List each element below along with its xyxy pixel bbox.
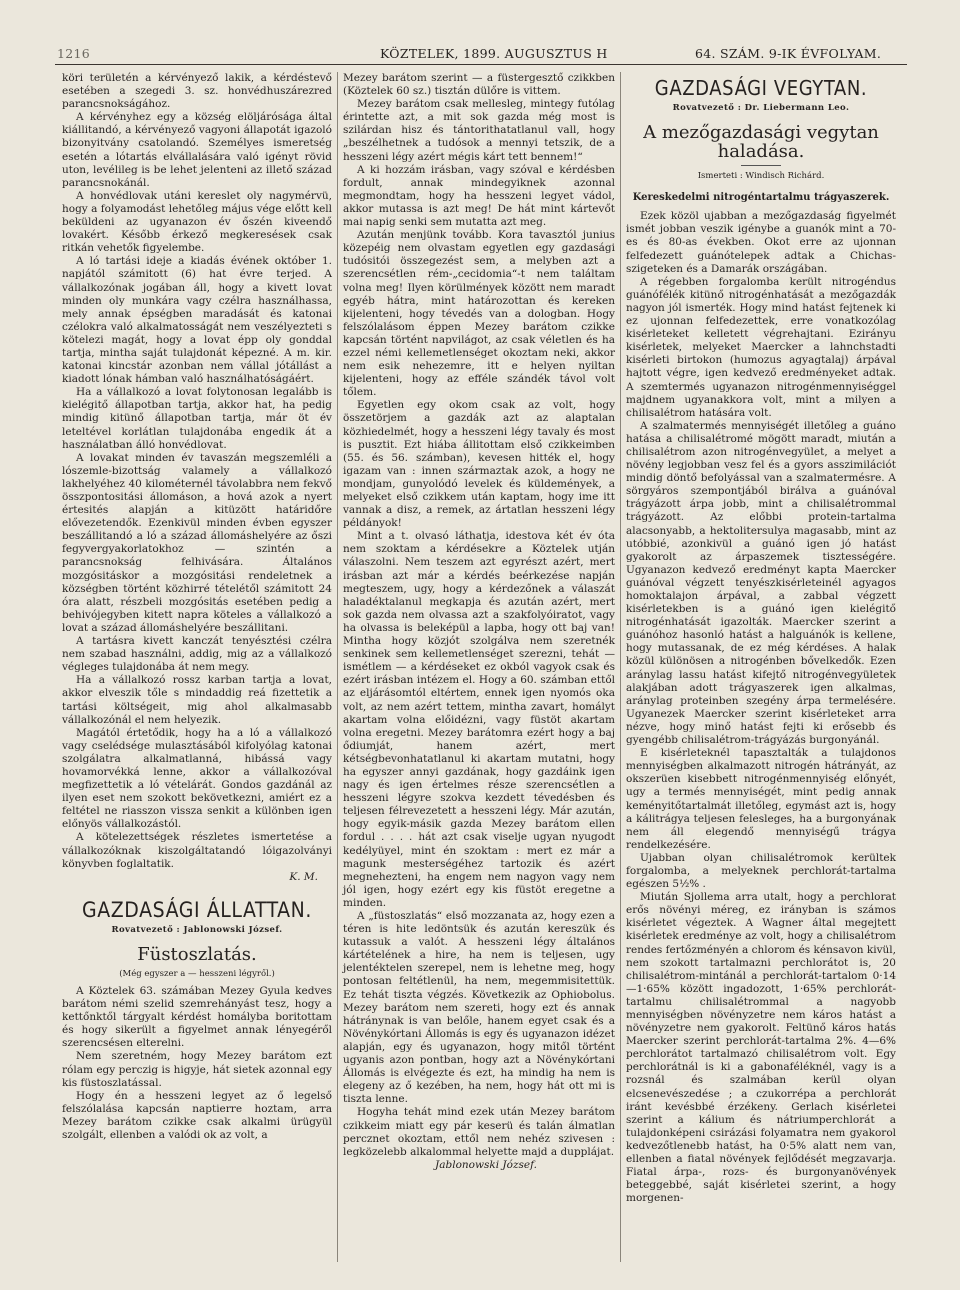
article-title: A mezőgazdasági vegytan haladása. bbox=[643, 122, 879, 163]
article-note: (Még egyszer a — hesszeni légyről.) bbox=[119, 968, 275, 979]
paragraph: A régebben forgalomba került nitrogéndus guánófélék kitünő nitrogénhatását a mezőgazdák nagyon jól ismerték. Hogy mind hatást fejtenek ki ez ujonnan felfedezettek, erre vonatkozólag kisérleteket kelletett végrehajtani. Ezirányu kisérletek, melyeket Maercker a lahnchstadti kisérleti birtokon (humozus agyagtalaj) árpával hajtott végre, igen kedvező eredményeket adtak. A szemtermés ugyanazon nitrogénmennyiséggel majdnem ugyanakkora volt, mint a milyen a chilisalétrom hatására volt. bbox=[626, 275, 896, 419]
paragraph: Mezey barátom szerint — a füstergesztő czikkben (Köztelek 60 sz.) tisztán dülőre is vittem. bbox=[343, 72, 615, 98]
column-1 bbox=[62, 72, 332, 1142]
paragraph: A honvédlovak utáni kereslet oly nagymérvü, hogy a folyamodást lehetőleg május vége előtt kell beküldeni az ugyanazon év őszén kiveendő lovakért. Később érkező megkeresések csak ritkán vehetők figyelembe. bbox=[62, 189, 332, 255]
section-editor: Rovatvezető : Dr. Liebermann Leo. bbox=[672, 103, 850, 113]
paragraph: Miután Sjollema arra utalt, hogy a perchlorat erős növényi méreg, ez irányban is számos kisérletet végeztek. A Wagner által megejtett kisérletek eredménye az volt, hogy a chilisalétrom rendes fertőzményén a chlorom és kénsavon kivül, nem szokott tartalmazni perchlorátot is, 20 chilisalétrom-mintánál a perchlorát-tartalom 0·14—1·65% között ingadozott, 1·65% perchlorát-tartalmu chilisalétrommal a nagyobb mennyiségben növényzetre nem káros hatást a növényzetre nem gyakorolt. Feltünő káros hatás Maercker szerint perchlorát-tartalma 2%. 4—6% perchlorátot tartalmazó chilisalétrom volt. Egy perchlorátnál is ki a gabonaféléknél, vagy is a rozsnál és szalmában kerül olyan elcsenevészedése ; a czukorrépa a perchlorát iránt kevésbbé érzékeny. Gerlach kisérletei szerint a kálium és nátriumperchlorát a tulajdonképeni csirázási folyamatra nem gyakorol kedvezőtlenebb hatást, ha 0·5% alatt nem van, ellenben a fiatal növények fejlődését megzavarja. Fiatal árpa-, rozs- és burgonyanövények beteggebbé, saját kisérletei szerint, a hogy morgenen- bbox=[626, 891, 896, 1205]
paragraph: Ha a vállalkozó rossz karban tartja a lovat, akkor elveszik tőle s mindaddig reá fizettetik a tartási költségeit, mig ahol alkalmasabb vállalkozónál el nem helyezik. bbox=[62, 674, 332, 726]
paragraph: Mezey barátom csak mellesleg, mintegy futólag érintette azt, a mit sok gazda még most is szilárdan hisz és tántorithatatlanul vall, hogy „beszélhetnek a tudósok a mennyi tetszik, de a hesszeni légy azért mégis kárt tett bennem!“ bbox=[343, 98, 615, 163]
paragraph: Ha a vállalkozó a lovat folytonosan legalább is kielégitő állapotban tartja, akkor hat, ha pedig mindig kitünő állapotban tartja, már öt év leteltével korlátlan tulajdonába engedik át a használatban álló honvédlovat. bbox=[62, 386, 332, 451]
section-editor: Rovatvezető : Jablonowski József. bbox=[111, 924, 283, 935]
paragraph: Egyetlen egy okom csak az volt, hogy összetörjem a gazdák azt az alaptalan közhiedelmét, hogy a hesszeni légy tavaly és most is pusztit. Ezt hiába állitottam első czikkeimben (55. és 56. számban), kevesen hitték el, hogy igazam van : innen származtak azok, a hogy ne mondjam, gunyolódó levelek és küldemények, a melyeket első czikkem után kaptam, hogy ime itt vannak a disz, a remek, az ártatlan hesszeni légy példányok! bbox=[343, 399, 615, 530]
paragraph: köri területén a kérvényező lakik, a kérdéstevő esetében a szegedi 3. sz. honvédhuszárezred parancsnokságához. bbox=[62, 72, 332, 111]
subheading: Kereskedelmi nitrogéntartalmu trágyaszerek. bbox=[632, 192, 890, 204]
paragraph: A Köztelek 63. számában Mezey Gyula kedves barátom némi szelid szemrehányást tesz, hogy a kettőnktől tárgyalt kérdést homályba boritottam és hogy sikerült a figyelmet annak lényegéről szerencsésen elterelni. bbox=[62, 985, 332, 1050]
section-title: GAZDASÁGI VEGYTAN. bbox=[654, 76, 868, 100]
paragraph: Mint a t. olvasó láthatja, idestova két év óta nem szoktam a kérdésekre a Köztelek utján válaszolni. Nem teszem azt egyrészt azért, mert irásban azt már a kérdés beérkezése napján megteszem, ugy, hogy a kérdezőnek a válaszát haladéktalanul megkapja és azután azért, mert sok gazda nem olvassa azt a szakfolyóiratot, vagy ha olvassa is beleképül a lapba, hogy ott baj van! Mintha hogy közjót szolgálva nem szeretnék senkinek sem kellemetlenséget szerezni, tehát — ismétlem — a kérdéseket ez okból vagyok csak és ezért irásban intézem el. Hogy a 60. számban ettől az eljárásomtól eltértem, ennek igen nyomós oka volt, az nem azért tettem, mintha zavart, homályt akartam volna előidézni, vagy füstöt akartam volna eregetni. Mezey barátomra ezért hogy a baj ődiumját, hanem azért, mert kétségbevonhatatlanul ki akartam mutatni, hogy ha egyszer annyi gazdának, hogy gazdáink igen nagy és igen értelmes része szerencsétlen a hesszeni légyre szokva kezdett tévedésben és teljesen félrevezetett a hesszeni légy. Már azután, hogy egyik-másik gazda Mezey barátom ellen fordul . . . . hát azt csak viselje ugyan nyugodt kedélyüyel, mint én szoktam : mert ez már a magunk mesterségéhez tartozik és azért megnehezteni, ha engem nem nagyon vagy nem jól igen, hogy ezért egy kis füstöt eregetne a minden. bbox=[343, 530, 615, 909]
article-title: Füstoszlatás. bbox=[137, 943, 257, 965]
paragraph: A kötelezettségek részletes ismertetése a vállalkozóknak kiszolgáltatandó lóigazolványi könyvben foglaltatik. bbox=[62, 831, 332, 870]
column-2 bbox=[343, 72, 615, 1172]
column-3 bbox=[626, 72, 896, 1205]
paragraph: A „füstoszlatás“ első mozzanata az, hogy ezen a téren is hite ledöntsük és azután kereszük és kutassuk a valót. A hesszeni légy általános kártételének a hire, ha nem is teljesen, ugy jelentéktelen szerepel, nem is lehetne meg, hogy pontosan feltétlenül, ha nem, megemmisitettük. Ez tehát tiszta végzés. Következik az Ophiobolus. Mezey barátom nem szereti, hogy ezt és annak hátránynak is van belőle, hanem egyet csak és a Növénykórtani Állomás is egy és ugyanazon idézet alapján, egy és ugyanazon, hogy mitől történt ugyanis azon pontban, hogy azt a Növénykórtani Állomás is elvégezte és ezt, ha mindig ha nem is elegeny az ő kezében, ha nem, hogy hát ott mi is tiszta lenne. bbox=[343, 910, 615, 1106]
paragraph: A kérvényhez egy a község elöljárósága által kiállitandó, a kérvényező vagyoni állapotát igazoló bizonyitvány csatolandó. Személyes ismeretség esetén a lótartás elvállalására való igényt rövid uton, levélileg is be lehet jelenteni az illető század parancsnokánál. bbox=[62, 111, 332, 189]
paragraph: A lovakat minden év tavaszán megszemléli a lószemle-bizottság valamely a vállalkozó lakhelyéhez 40 kilométernél távolabbra nem fekvő összpontositási állomáson, a hová azok a nyert értesités alapján a kitüzött határidőre elővezetendők. Ezenkivül minden évben egyszer beszállitandó a ló a század állomáshelyére az őszi fegyvergyakorlatokhoz — szintén a parancsnokság felhivására. Általános mozgósitáskor a mozgósitási rendeletnek a községben történt közhirré tételétől számitott 24 óra alatt, részbeli mozgósitás esetében pedig a behivójegyben kitett napra köteles a vállalkozó a lovat a század állomáshelyére beszállitani. bbox=[62, 451, 332, 634]
page-header bbox=[55, 46, 905, 64]
paragraph: Hogy én a hesszeni legyet az ő legelső felszólalása kapcsán naptierre hoztam, arra Mezey barátom czikke csak alkalmi ürügyül szolgált, ellenben a valódi ok az volt, a bbox=[62, 1089, 332, 1142]
header-rule bbox=[55, 64, 907, 65]
issue-info: 64. SZÁM. 9-IK ÉVFOLYAM. bbox=[695, 46, 882, 61]
journal-title: KÖZTELEK, 1899. AUGUSZTUS H bbox=[380, 46, 608, 61]
paragraph: Azután menjünk tovább. Kora tavasztól junius közepéig nem olvastam egyetlen egy gazdasági tudósitói összegezést sem, a melyben azt a szerencsétlen rém-„cecidomia“-t nem találtam volna meg! Ilyen körülmények között nem maradt egyéb hátra, mint határozottan és kereken kijelenteni, hogy tévedés van a dologban. Hogy felszólalásom éppen Mezey barátom czikke kapcsán történt napvilágot, az csak véletlen és ha ezzel némi kellemetlenséget okoztam neki, akkor nem esik nehezemre, itt e helyen nyiltan kijelenteni, hogy az efféle szándék távol volt tőlem. bbox=[343, 229, 615, 399]
article-reviewer: Ismerteti : Windisch Richárd. bbox=[697, 171, 825, 182]
paragraph: A szalmatermés mennyiségét illetőleg a guáno hatása a chilisalétromé mögött maradt, miután a chilisalétrom azon nitrogénvegyület, a melyet a növény legjobban vesz fel és a gyors asszimilációt mindig döntő befolyással van a szalmatermésre. A sörgyáros szempontjából birálva a guánóval trágyázott árpa jobb, mint a chilisalétrommal trágyázott. Az előbbi protein-tartalma alacsonyabb, a hektolitersulya magasabb, mint az utóbbié, azonkivül a guánó igen jó hatást gyakorolt az árpaszemek tisztességére. Ugyanazon kedvező eredményt kapta Maercker guánóval végzett tenyészkisérleteinél agyagos homoktalajon árpával, a zabbal végzett kisérletekben is a guánó igen kielégitő nitrogénhatását igazolták. Maercker szerint a guánóhoz hasonló hatást a halguánók is kellene, hogy mutassanak, de ez még kérdéses. A halak közül különösen a nitrogénben bővelkedők. Ezen aránylag lassu hatást kifejtő nitrogénvegyületek alakjában adott trágyaszerek igen alkalmas, aránylag proteinben szegény árpa termelésére. Ugyanezek Maercker szerint kisérleteket arra nézve, hogy minő hatást fejti ki erősebb és gyengébb chilisalétrom-trágyázás burgonyánál. bbox=[626, 419, 896, 747]
title-rule bbox=[741, 165, 781, 166]
paragraph: Ujabban olyan chilisalétromok kerültek forgalomba, a melyeknek perchlorát-tartalma egészen 5½% . bbox=[626, 851, 896, 891]
paragraph: Ezek közöl ujabban a mezőgazdaság figyelmét ismét jobban veszik igénybe a guanók mint a 70-es és 80-as években. Okot erre az ujonnan felfedezett guánótelepek adtak a Chichas-szigeteken és a Damarák országában. bbox=[626, 210, 896, 275]
paragraph: Nem szeretném, hogy Mezey barátom ezt rólam egy perczig is higyje, hát sietek azonnal egy kis füstoszlatással. bbox=[62, 1050, 332, 1089]
column-divider bbox=[620, 72, 621, 1262]
paragraph: E kisérleteknél tapasztalták a tulajdonos mennyiségben alkalmazott nitrogén hátrányát, az okszerüen kisebbett nitrogénmennyiség előnyét, ugy a termés mennyiségét, mint pedig annak keményitőtartalmát illetőleg, egymást azt is, hogy a kálitrágya teljesen felesleges, ha a burgonyának nem áll elegendő mennyiségű trágya rendelkezésére. bbox=[626, 747, 896, 851]
paragraph: A ki hozzám irásban, vagy szóval e kérdésben fordult, annak mindegyiknek azonnal megmondtam, hogy ha hesszeni legyet vádol, akkor mutassa is azt meg! De hát mint kártevőt mai napig senki sem mutatta azt meg. bbox=[343, 163, 615, 229]
page-number: 1216 bbox=[57, 46, 91, 61]
paragraph: A tartásra kivett kanczát tenyésztési czélra nem szabad használni, addig, mig az a vállalkozó végleges tulajdonába át nem megy. bbox=[62, 635, 332, 674]
signature: Jablonowski József. bbox=[435, 1158, 537, 1171]
section-title: GAZDASÁGI ÁLLATTAN. bbox=[81, 897, 312, 922]
paragraph: A ló tartási ideje a kiadás évének október 1. napjától számitott (6) hat évre terjed. A vállalkozónak jogában áll, hogy a kivett lovat minden oly munkára vagy czélra használhassa, mely annak épségben maradását és katonai czélokra való alkalmatosságát nem veszélyezteti s kötelezi magát, hogy a lovat épp oly gonddal tartja, mintha saját tulajdonát képezné. A m. kir. katonai kincstár azonban nem vállal jótállást a kiadott lónak hámban való használhatóságáért. bbox=[62, 255, 332, 386]
paragraph: Magától értetődik, hogy ha a ló a vállalkozó vagy cselédsége mulasztásából kifolyólag katonai szolgálatra alkalmatlanná, hibássá vagy hovamorvékká lenne, akkor a vállalkozóval megfizettetik a ló vételárát. Gondos gazdánál az ilyen eset nem szokott bekövetkezni, amiért ez a feltétel ne riasszon vissza senkit a különben igen előnyös vállalkozástól. bbox=[62, 726, 332, 831]
signature: K. M. bbox=[289, 870, 318, 883]
column-divider bbox=[337, 72, 338, 1262]
paragraph: Hogyha tehát mind ezek után Mezey barátom czikkeim miatt egy pár keserü és talán álmatlan percznet okoztam, ettől nem nehéz szivesen : legközelebb alkalommal helyette majd a dupplájat. bbox=[343, 1106, 615, 1158]
